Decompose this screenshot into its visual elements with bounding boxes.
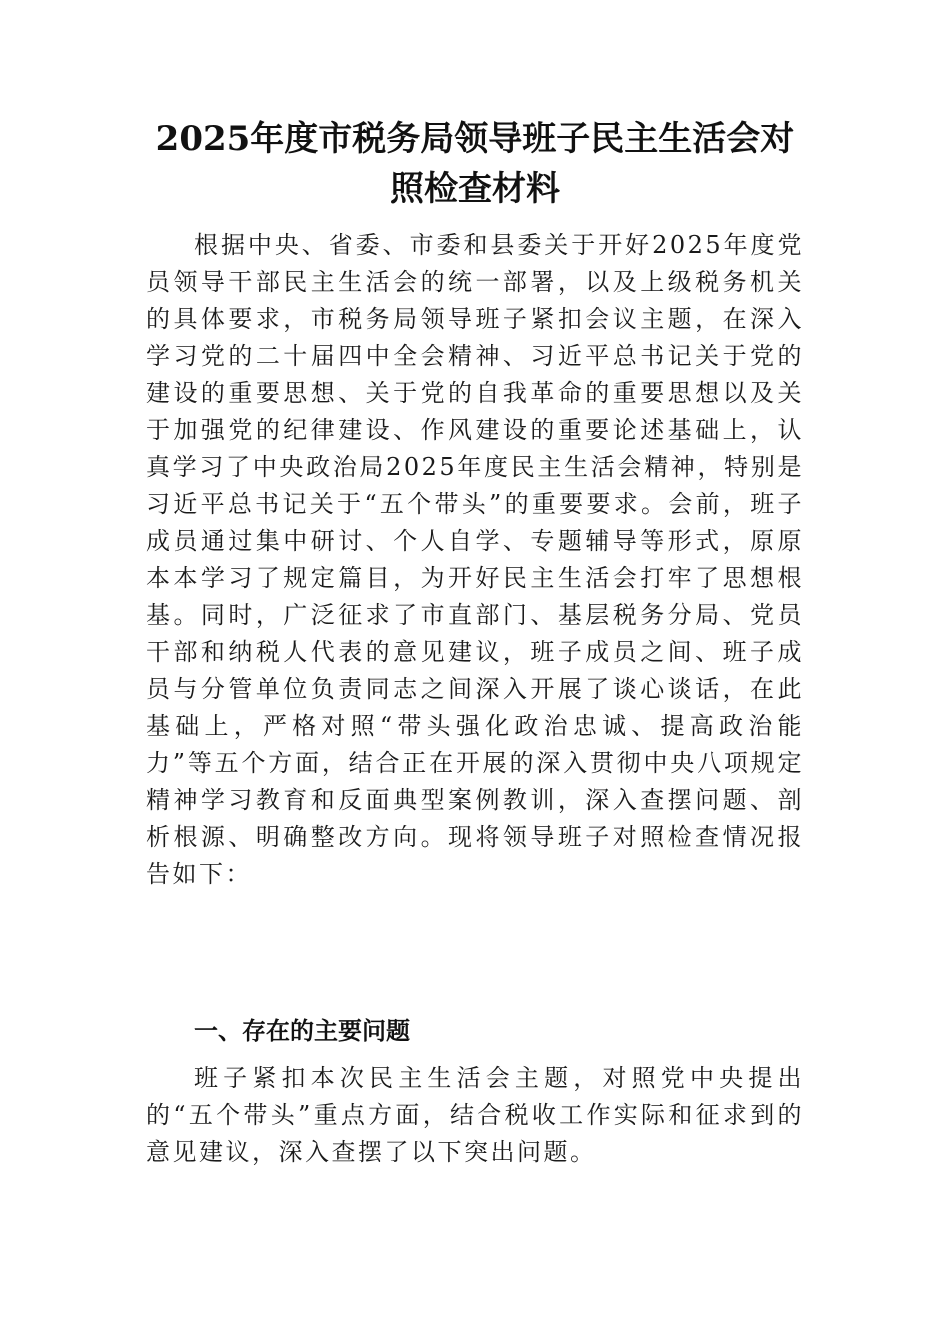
document-title: 2025年度市税务局领导班子民主生活会对照检查材料	[155, 119, 795, 209]
section-heading: 一、存在的主要问题	[194, 1017, 410, 1045]
intro-paragraph: 根据中央、省委、市委和县委关于开好2025年度党员领导干部民主生活会的统一部署，以及上级税务机关的具体要求，市税务局领导班子紧扣会议主题，在深入学习党的二十届四中全会精神、习近平总书记关于党的建设的重要思想、关于党的自我革命的重要思想以及关于加强党的纪律建设、作风建设的重要论述基础上，认真学习了中央政治局2025年度民主生活会精神，特别是习近平总书记关于“五个带头”的重要要求。会前，班子成员通过集中研讨、个人自学、专题辅导等形式，原原本本学习了规定篇目，为开好民主生活会打牢了思想根基。同时，广泛征求了市直部门、基层税务分局、党员干部和纳税人代表的意见建议，班子成员之间、班子成员与分管单位负责同志之间深入开展了谈心谈话，在此基础上，严格对照“带头强化政治忠诚、提高政治能力”等五个方面，结合正在开展的深入贯彻中央八项规定精神学习教育和反面典型案例教训，深入查摆问题、剖析根源、明确整改方向。现将领导班子对照检查情况报告如下：	[146, 231, 804, 888]
section-paragraph: 班子紧扣本次民主生活会主题，对照党中央提出的“五个带头”重点方面，结合税收工作实际和征求到的意见建议，深入查摆了以下突出问题。	[146, 1064, 804, 1166]
